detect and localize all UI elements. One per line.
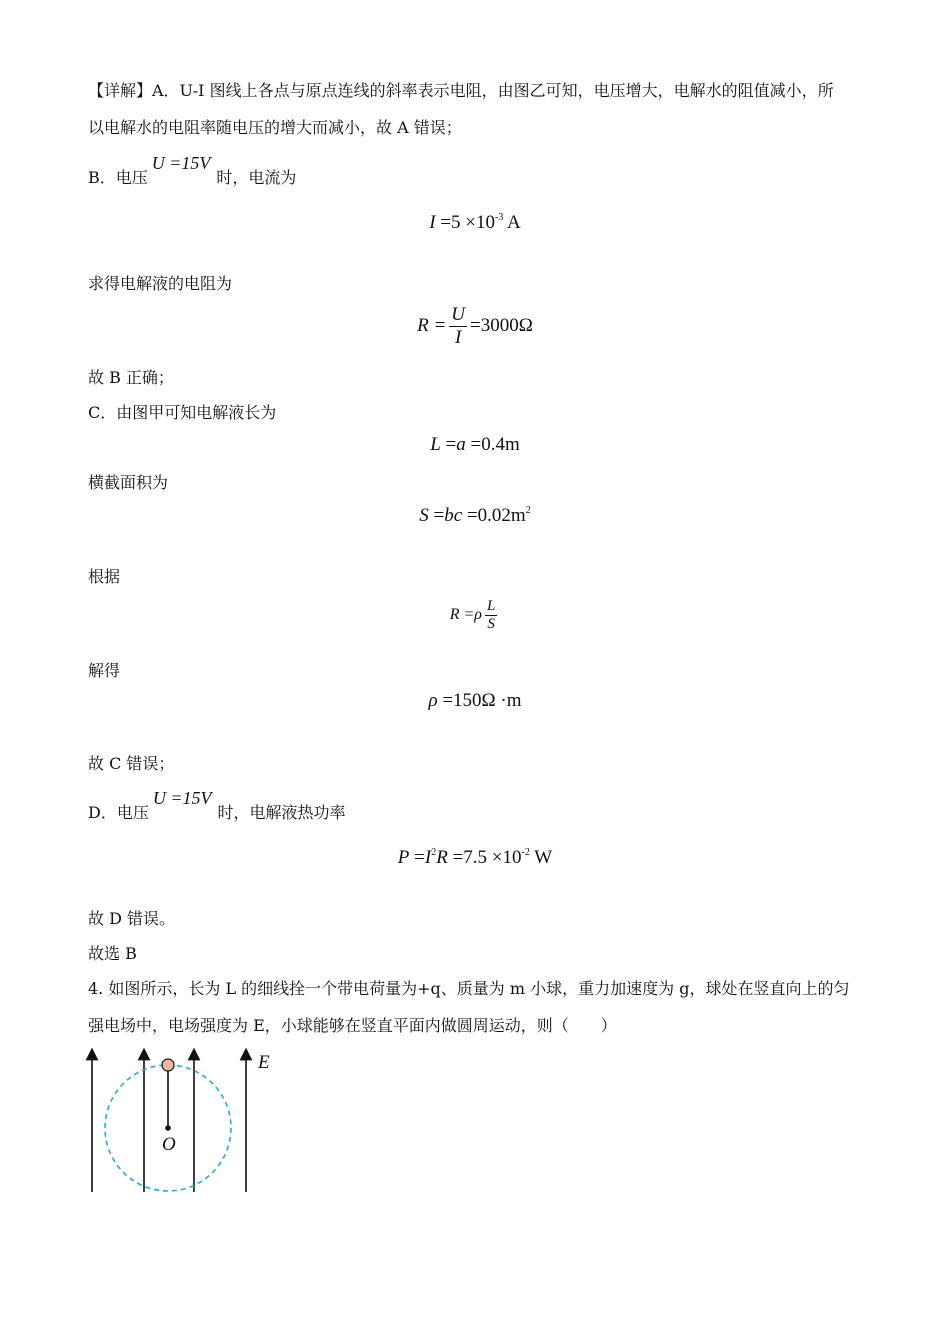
center-label-o: O [162, 1134, 176, 1155]
equation-resistivity-formula [0, 598, 950, 633]
equation-resistivity-value: ρ =150Ω ·m [428, 690, 522, 711]
option-b-voltage-line [88, 153, 297, 189]
option-b-conclusion: 故 B 正确； [88, 368, 174, 387]
equation-resistance [0, 304, 950, 349]
equation-current: $I =5 \times 10^{-3}$ A [429, 212, 521, 233]
eq-rho-left: R =ρ [449, 606, 482, 624]
option-d-prefix: D．电压 [88, 803, 149, 822]
eq-r-left: R = [417, 314, 447, 336]
charged-ball [162, 1059, 174, 1071]
eq-rho-numerator: L [486, 598, 496, 614]
equation-length: L =a =0.4m [430, 434, 520, 455]
equation-area: $S =bc =0.02m^2$ [419, 505, 531, 526]
resistance-intro: 求得电解液的电阻为 [88, 274, 233, 293]
center-point [165, 1125, 171, 1131]
option-b-prefix: B．电压 [88, 168, 148, 187]
option-b-voltage-condition: U =15V [151, 153, 211, 173]
option-d-conclusion: 故 D 错误。 [88, 909, 176, 928]
basis-intro: 根据 [88, 567, 121, 586]
question-4-line2: 强电场中，电场强度为 E，小球能够在竖直平面内做圆周运动，则（ ） [88, 1016, 617, 1035]
equation-power: $P =I^2R =7.5 \times 10^{-2}$ W [397, 847, 553, 868]
eq-r-right: =3000Ω [470, 314, 533, 336]
analysis-paragraph-a-line2: 以电解水的电阻率随电压的增大而减小，故 A 错误； [88, 118, 462, 137]
field-label-e: E [258, 1052, 270, 1073]
electric-field-figure [70, 1040, 290, 1200]
answer-line: 故选 B [88, 944, 137, 963]
question-4-line1: 4. 如图所示，长为 L 的细线拴一个带电荷量为+q、质量为 m 小球，重力加速度为 g，球处在竖直向上的匀 [88, 979, 850, 998]
option-c-intro: C．由图甲可知电解液长为 [88, 403, 277, 422]
area-intro: 横截面积为 [88, 473, 169, 492]
option-d-suffix: 时，电解液热功率 [217, 803, 346, 822]
eq-rho-denominator: S [487, 616, 495, 632]
analysis-paragraph-a-line1: 【详解】A．U-I 图线上各点与原点连线的斜率表示电阻，由图乙可知，电压增大，电解水的阻值减小，所 [88, 81, 834, 100]
eq-r-denominator: I [455, 327, 462, 348]
option-b-suffix: 时，电流为 [216, 168, 297, 187]
option-d-voltage-line [88, 788, 346, 824]
solve-intro: 解得 [88, 661, 121, 680]
option-d-voltage-condition: U =15V [152, 788, 212, 808]
eq-r-numerator: U [451, 304, 466, 325]
option-c-conclusion: 故 C 错误； [88, 754, 175, 773]
